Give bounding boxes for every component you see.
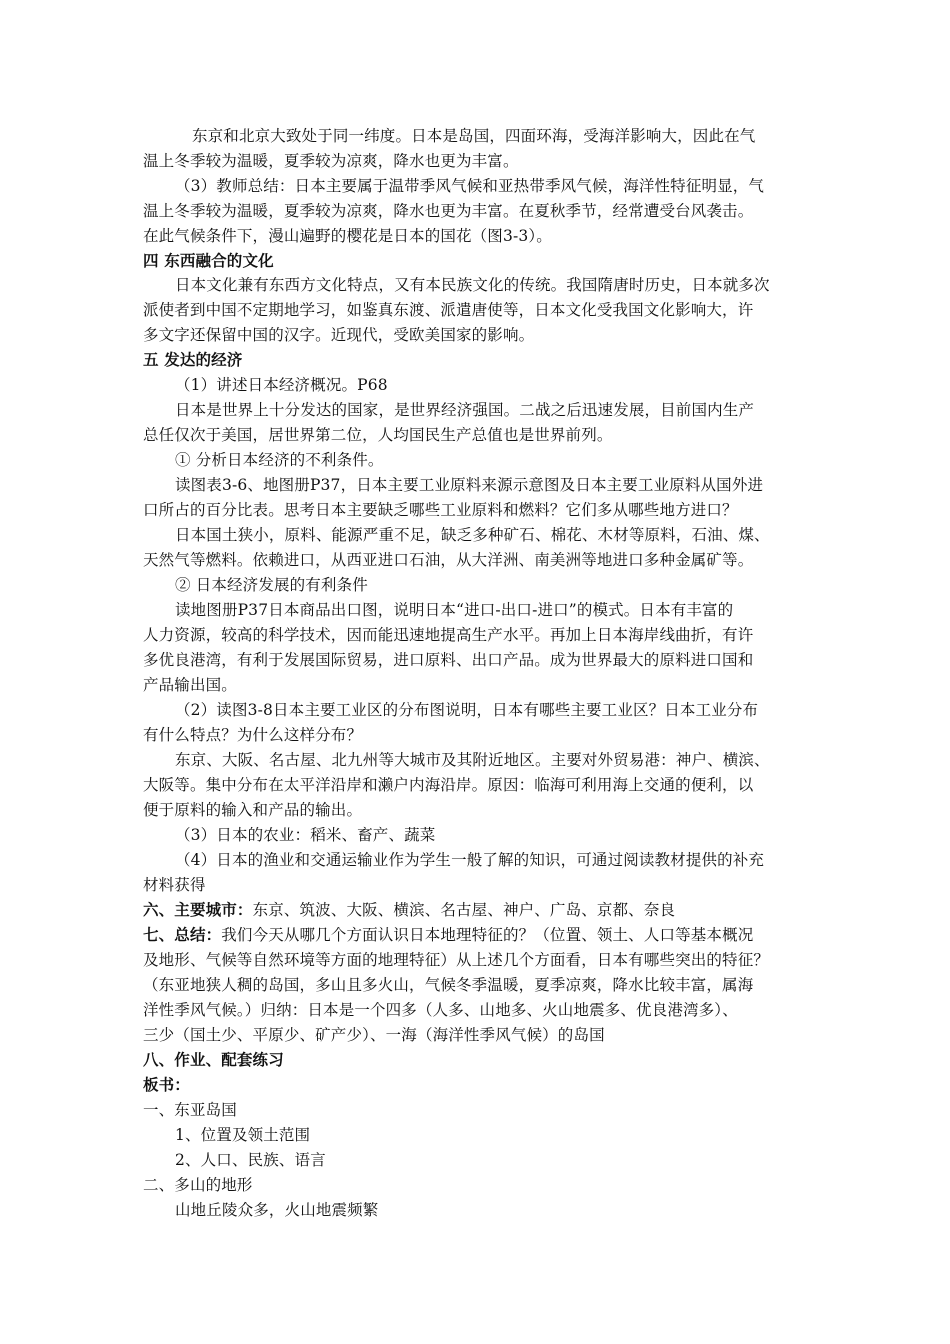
outline-subitem: 山地丘陵众多，火山地震频繁 <box>175 1201 379 1219</box>
paragraph-line: 在此气候条件下，漫山遍野的樱花是日本的国花（图3-3）。 <box>143 227 552 245</box>
paragraph-line: 东京和北京大致处于同一纬度。日本是岛国，四面环海，受海洋影响大，因此在气 <box>192 127 756 145</box>
summary-label: 七、总结： <box>143 925 222 944</box>
paragraph-line: 天然气等燃料。依赖进口，从西亚进口石油，从大洋洲、南美洲等地进口多种金属矿等。 <box>143 551 754 569</box>
outline-subitem: 1、位置及领土范围 <box>175 1126 311 1144</box>
paragraph-line: 日本文化兼有东西方文化特点，又有本民族文化的传统。我国隋唐时历史，日本就多次 <box>175 276 770 294</box>
paragraph-line: 三少（国土少、平原少、矿产少）、一海（海洋性季风气候）的岛国 <box>143 1026 605 1044</box>
outline-item: 一、东亚岛国 <box>143 1101 237 1119</box>
paragraph-line: 派使者到中国不定期地学习，如鉴真东渡、派遣唐使等，日本文化受我国文化影响大，许 <box>143 301 754 319</box>
paragraph-line: 产品输出国。 <box>143 676 237 694</box>
paragraph-line: 大阪等。集中分布在太平洋沿岸和濑户内海沿岸。原因：临海可利用海上交通的便利，以 <box>143 776 754 794</box>
section-heading: 八、作业、配套练习 <box>143 1050 284 1069</box>
main-cities-text: 东京、筑波、大阪、横滨、名古屋、神户、广岛、京都、奈良 <box>252 901 676 919</box>
paragraph-line: （东亚地狭人稠的岛国，多山且多火山，气候冬季温暖，夏季凉爽，降水比较丰富，属海 <box>143 976 754 994</box>
paragraph-line: 多优良港湾，有利于发展国际贸易，进口原料、出口产品。成为世界最大的原料进口国和 <box>143 651 754 669</box>
paragraph-line: 温上冬季较为温暖，夏季较为凉爽，降水也更为丰富。在夏秋季节，经常遭受台风袭击。 <box>143 202 754 220</box>
paragraph-line: （3）教师总结：日本主要属于温带季风气候和亚热带季风气候，海洋性特征明显，气 <box>175 177 765 195</box>
paragraph-line: （2）读图3-8日本主要工业区的分布图说明，日本有哪些主要工业区？日本工业分布 <box>175 701 759 719</box>
paragraph-line: 多文字还保留中国的汉字。近现代，受欧美国家的影响。 <box>143 326 535 344</box>
section-heading: 四 东西融合的文化 <box>143 251 274 270</box>
main-cities-label: 六、主要城市： <box>143 900 253 919</box>
board-heading: 板书： <box>143 1075 190 1094</box>
paragraph-line: 读图表3-6、地图册P37，日本主要工业原料来源示意图及日本主要工业原料从国外进 <box>175 476 764 494</box>
paragraph-line: 便于原料的输入和产品的输出。 <box>143 801 363 819</box>
main-cities-line <box>143 900 675 920</box>
paragraph-line: 洋性季风气候。）归纳：日本是一个四多（人多、山地多、火山地震多、优良港湾多）、 <box>143 1001 738 1019</box>
paragraph-line: 材料获得 <box>143 876 206 894</box>
paragraph-line: ① 分析日本经济的不利条件。 <box>175 451 384 469</box>
paragraph-line: （4）日本的渔业和交通运输业作为学生一般了解的知识，可通过阅读教材提供的补充 <box>175 851 765 869</box>
paragraph-line: （1）讲述日本经济概况。P68 <box>175 376 388 394</box>
paragraph-line: 总任仅次于美国，居世界第二位，人均国民生产总值也是世界前列。 <box>143 426 613 444</box>
paragraph-line: 读地图册P37日本商品出口图，说明日本“进口-出口-进口”的模式。日本有丰富的 <box>175 601 734 619</box>
paragraph-line: 有什么特点？为什么这样分布？ <box>143 726 363 744</box>
paragraph-line: 温上冬季较为温暖，夏季较为凉爽，降水也更为丰富。 <box>143 152 519 170</box>
paragraph-line: 口所占的百分比表。思考日本主要缺乏哪些工业原料和燃料？它们多从哪些地方进口？ <box>143 501 738 519</box>
paragraph-line: 日本是世界上十分发达的国家，是世界经济强国。二战之后迅速发展，目前国内生产 <box>175 401 755 419</box>
paragraph-line: ② 日本经济发展的有利条件 <box>175 576 368 594</box>
paragraph-line: 人力资源，较高的科学技术，因而能迅速地提高生产水平。再加上日本海岸线曲折，有许 <box>143 626 754 644</box>
paragraph-line: 及地形、气候等自然环境等方面的地理特征）从上述几个方面看，日本有哪些突出的特征？ <box>143 951 770 969</box>
outline-subitem: 2、人口、民族、语言 <box>175 1151 326 1169</box>
outline-item: 二、多山的地形 <box>143 1176 253 1194</box>
summary-text: 我们今天从哪几个方面认识日本地理特征的？（位置、领土、人口等基本概况 <box>221 926 754 944</box>
section-heading: 五 发达的经济 <box>143 350 243 369</box>
paragraph-line: 日本国土狭小，原料、能源严重不足，缺乏多种矿石、棉花、木材等原料，石油、煤、 <box>175 526 770 544</box>
paragraph-line: 东京、大阪、名古屋、北九州等大城市及其附近地区。主要对外贸易港：神户、横滨、 <box>175 751 770 769</box>
paragraph-line: （3）日本的农业：稻米、畜产、蔬菜 <box>175 826 436 844</box>
summary-line <box>143 925 753 945</box>
